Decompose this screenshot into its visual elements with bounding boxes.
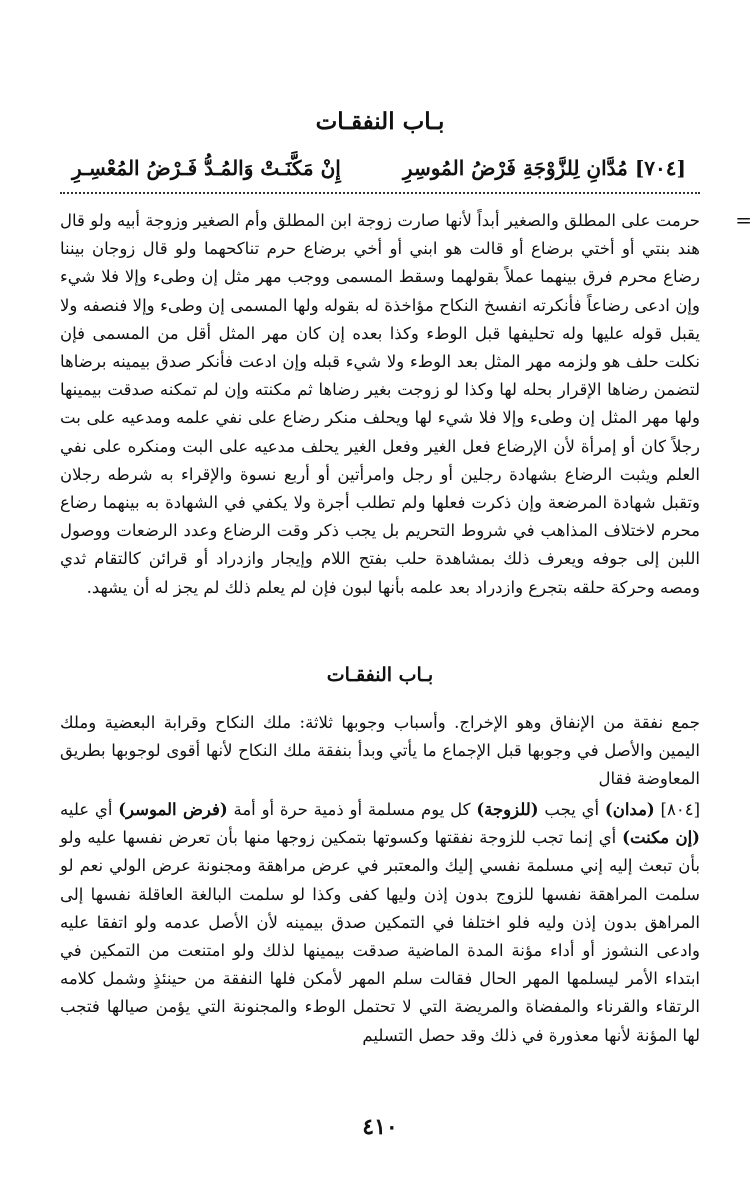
commentary-paragraph-2: جمع نفقة من الإنفاق وهو الإخراج. وأسباب وجوبها ثلاثة: ملك النكاح وقرابة البعضية وملك اليمين والأصل في وجوبها قبل الإجماع ما يأتي وبدأ بنفقة ملك النكاح لأنها أقوى لوجوبها بطريق المعاوضة فقال: [60, 713, 700, 789]
continuation-mark: =: [735, 208, 752, 232]
matn-term: (مدان): [604, 800, 655, 819]
page-number: ٤١٠: [362, 1114, 398, 1140]
dotted-separator: [60, 192, 700, 194]
sharh-text: أي عليه: [60, 800, 119, 819]
sharh-text: أي إنما تجب للزوجة نفقتها وكسوتها بتمكين زوجها منها بأن تعرض نفسها عليه ولو بأن تبعث إليه إني مسلمة نفسي إليك والمعتبر في عرض مراهقة ومجنونة عرض الولي نعم لو سلمت المراهقة نفسها للزوج بدون إذن وليها كفى وكذا لو سلمت البالغة العاقلة نفسها إلى المراهق بدون إذن وليه فلو اختلفا في التمكين صدق بيمينه لأن الأصل عدمه ولو اتفقا عليه وادعى النشوز أو أداء مؤنة المدة الماضية صدقت بيمينها لذلك ولو امتنعت من التمكين في ابتداء الأمر ليسلمها المهر الحال فقالت سلم المهر لأمكن فلها النفقة من حينئذٍ وشمل كلامه الرتقاء والقرناء والمفضاة والمريضة التي لا تحتمل الوطء والمجنونة التي يؤمن صيالها فتجب لها المؤنة لأنها معذورة في ذلك وقد حصل التسليم: [60, 828, 700, 1045]
matn-term: (للزوجة): [476, 800, 539, 819]
sharh-text: أي يجب: [538, 800, 605, 819]
verse-first-hemistich: [٧٠٤] مُدَّانِ لِلزَّوْجَةِ فَرْضُ المُوسِرِ: [402, 156, 686, 180]
chapter-title: بـاب النفقـات: [315, 108, 445, 135]
sharh-text: كل يوم مسلمة أو ذمية حرة أو أمة: [227, 800, 477, 819]
commentary-paragraph-1: حرمت على المطلق والصغير أبداً لأنها صارت زوجة ابن المطلق وأم الصغير وزوجة أبيه ولو قال هند بنتي أو أختي برضاع أو قالت هو ابني أو أخي برضاع حرم تناكحهما ولو قال زوجان بيننا رضاع محرم فرق بينهما عملاً بقولهما وسقط المسمى ووجب مهر مثل إن وطىء وإلا فلا شيء وإن ادعى رضاعاً فأنكرته انفسخ النكاح مؤاخذة له بقوله ولها المسمى إن وطىء وإلا فنصفه ولا يقبل قوله عليها وله تحليفها قبل الوطء وكذا بعده إن كان مهر المثل أقل من المسمى فإن نكلت حلف هو ولزمه مهر المثل بعد الوطء ولا شيء قبله وإن ادعت فأنكر صدق بيمينه برضاها لتضمن رضاها الإقرار بحله لها وكذا لو زوجت بغير رضاها ثم مكنته وإن لم تمكنه صدقت بيمينها ولها مهر المثل إن وطىء وإلا فلا شيء لها ويحلف منكر رضاع على نفي علمه ومدعيه على بت رجلاً كان أو إمرأة لأن الإرضاع فعل الغير وفعل الغير يحلف مدعيه على البت ومنكره على نفي العلم ويثبت الرضاع بشهادة رجلين أو رجل وامرأتين أو أربع نسوة والإقراء به شرطه رجلان وتقبل شهادة المرضعة وإن ذكرت فعلها ولم تطلب أجرة ولا يكفي في الشهادة به بينهما رضاع محرم لاختلاف المذاهب في شروط التحريم بل يجب ذكر وقت الرضاع وعدد الرضعات ووصول اللبن إلى جوفه ويعرف ذلك بمشاهدة حلب بفتح اللام وإيجار وازدراد أو قرائن كالتقام ثدي ومصه وحركة حلقه بتجرع وازدراد بعد علمه بأنها لبون فإن لم يعلم ذلك لم يجز له أن يشهد.: [60, 211, 700, 597]
commentary-paragraph-3: [60, 796, 700, 1096]
book-page: [60, 0, 752, 1185]
matn-term: (فرض الموسر): [118, 800, 228, 819]
matn-term: (إن مكنت): [622, 828, 700, 848]
verse-second-hemistich: إِنْ مَكَّنَـتْ وَالمُـدُّ فَـرْضُ المُعْسِـرِ: [72, 156, 341, 180]
verse-number: [٨٠٤]: [660, 800, 701, 819]
verse-line: [60, 150, 700, 186]
section-title: بـاب النفقـات: [326, 664, 434, 686]
